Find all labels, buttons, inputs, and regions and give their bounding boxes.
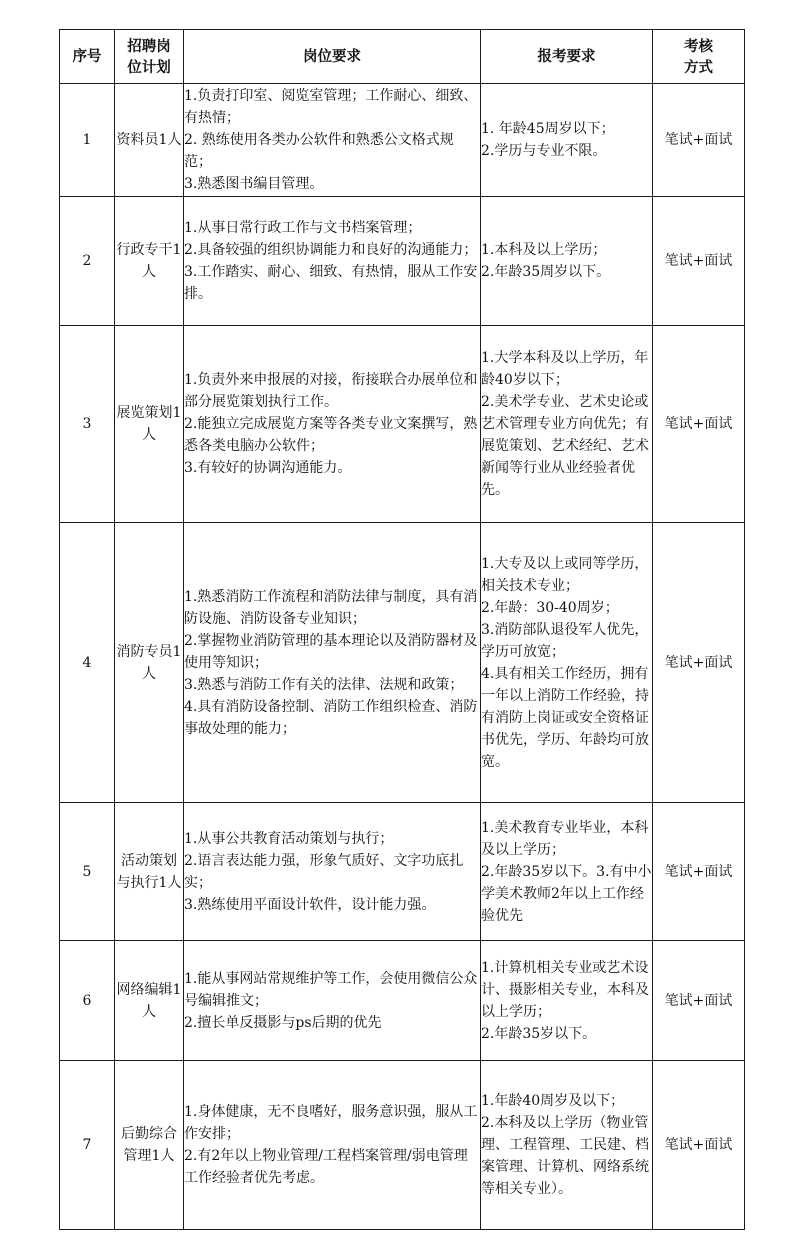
requirement-line: 1.能从事网站常规维护等工作，会使用微信公众号编辑推文；	[184, 970, 478, 1009]
table-row	[60, 803, 745, 941]
entry-line: 1.计算机相关专业或艺术设计、摄影相关专业，本科及以上学历；	[481, 959, 649, 1020]
entry-line: 3.消防部队退役军人优先，学历可放宽；	[481, 621, 649, 660]
row-number: 3	[60, 326, 115, 523]
position-cell: 资料员1人	[115, 84, 184, 197]
requirement-line: 3.熟悉与消防工作有关的法律、法规和政策；	[184, 676, 464, 693]
requirement-line: 2.能独立完成展览方案等各类专业文案撰写，熟悉各类电脑办公软件；	[184, 416, 478, 454]
requirement-line: 1.从事公共教育活动策划与执行；	[184, 830, 394, 847]
position-cell: 行政专干1人	[115, 197, 184, 326]
table-body	[60, 84, 745, 1230]
requirement-line: 2.语言表达能力强，形象气质好、文字功底扎实；	[184, 852, 464, 891]
exam-method-cell: 笔试+面试	[653, 803, 745, 941]
entry-requirements-cell	[481, 1061, 653, 1230]
requirement-line: 1.从事日常行政工作与文书档案管理；	[184, 220, 422, 236]
requirement-line: 3.有较好的协调沟通能力。	[184, 460, 352, 476]
table-row	[60, 523, 745, 803]
requirements-cell	[184, 1061, 481, 1230]
entry-line: 1.大专及以上或同等学历，相关技术专业；	[481, 555, 649, 594]
entry-line: 2.年龄35周岁以下。	[481, 264, 611, 280]
position-cell: 后勤综合管理1人	[115, 1061, 184, 1230]
table-header	[60, 30, 745, 84]
exam-method-cell: 笔试+面试	[653, 1061, 745, 1230]
entry-line: 2.年龄35岁以下。3.有中小学美术教师2年以上工作经验优先	[481, 863, 652, 924]
requirements-cell	[184, 84, 481, 197]
requirement-line: 1.负责打印室、阅览室管理；工作耐心、细致、有热情；	[184, 88, 478, 126]
requirement-line: 1.熟悉消防工作流程和消防法律与制度，具有消防设施、消防设备专业知识；	[184, 588, 478, 627]
requirement-line: 1.身体健康，无不良嗜好，服务意识强，服从工作安排；	[184, 1104, 478, 1142]
table-row	[60, 197, 745, 326]
table-row	[60, 941, 745, 1061]
entry-requirements-cell	[481, 523, 653, 803]
entry-line: 2.本科及以上学历（物业管理、工程管理、工民建、档案管理、计算机、网络系统等相关专业）。	[481, 1115, 649, 1197]
requirement-line: 3.熟悉图书编目管理。	[184, 176, 324, 192]
header-no: 序号	[60, 30, 115, 84]
header-entry-requirements: 报考要求	[481, 30, 653, 84]
entry-requirements-cell	[481, 84, 653, 197]
recruitment-table	[59, 29, 745, 1230]
entry-line: 2.学历与专业不限。	[481, 143, 607, 159]
requirement-line: 2.有2年以上物业管理/工程档案管理/弱电管理工作经验者优先考虑。	[184, 1148, 468, 1186]
exam-method-cell: 笔试+面试	[653, 523, 745, 803]
requirements-cell	[184, 197, 481, 326]
entry-line: 1.大学本科及以上学历，年龄40岁以下；	[481, 350, 649, 388]
row-number: 6	[60, 941, 115, 1061]
requirement-line: 1.负责外来申报展的对接，衔接联合办展单位和部分展览策划执行工作。	[184, 372, 478, 410]
requirements-cell	[184, 803, 481, 941]
entry-line: 4.具有相关工作经历，拥有一年以上消防工作经验，持有消防上岗证或安全资格证书优先，学历、年龄均可放宽。	[481, 665, 649, 770]
entry-requirements-cell	[481, 197, 653, 326]
requirements-cell	[184, 326, 481, 523]
entry-line: 2.年龄35岁以下。	[481, 1025, 597, 1042]
exam-method-cell: 笔试+面试	[653, 197, 745, 326]
exam-method-cell: 笔试+面试	[653, 941, 745, 1061]
entry-line: 2.年龄：30-40周岁；	[481, 599, 619, 616]
position-cell: 活动策划与执行1人	[115, 803, 184, 941]
requirements-cell	[184, 941, 481, 1061]
table-row	[60, 326, 745, 523]
entry-requirements-cell	[481, 326, 653, 523]
entry-line: 1.美术教育专业毕业，本科及以上学历；	[481, 819, 649, 858]
header-position: 招聘岗位计划	[115, 30, 184, 84]
table-row	[60, 1061, 745, 1230]
entry-line: 1. 年龄45周岁以下；	[481, 121, 615, 137]
entry-requirements-cell	[481, 803, 653, 941]
position-cell: 网络编辑1人	[115, 941, 184, 1061]
requirement-line: 2.擅长单反摄影与ps后期的优先	[184, 1014, 382, 1031]
row-number: 4	[60, 523, 115, 803]
requirement-line: 2.掌握物业消防管理的基本理论以及消防器材及使用等知识；	[184, 632, 478, 671]
exam-method-cell: 笔试+面试	[653, 326, 745, 523]
exam-method-cell: 笔试+面试	[653, 84, 745, 197]
header-requirements: 岗位要求	[184, 30, 481, 84]
table-row	[60, 84, 745, 197]
requirement-line: 3.熟练使用平面设计软件，设计能力强。	[184, 896, 436, 913]
position-cell: 消防专员1人	[115, 523, 184, 803]
requirements-cell	[184, 523, 481, 803]
requirement-line: 2.具备较强的组织协调能力和良好的沟通能力；	[184, 242, 478, 258]
position-cell: 展览策划1人	[115, 326, 184, 523]
header-exam-method: 考核方式	[653, 30, 745, 84]
requirement-line: 2. 熟练使用各类办公软件和熟悉公文格式规范；	[184, 132, 454, 170]
row-number: 5	[60, 803, 115, 941]
requirement-line: 3.工作踏实、耐心、细致、有热情，服从工作安排。	[184, 264, 478, 302]
entry-line: 2.美术学专业、艺术史论或艺术管理专业方向优先；有展览策划、艺术经纪、艺术新闻等行业从业经验者优先。	[481, 394, 649, 498]
entry-requirements-cell	[481, 941, 653, 1061]
header-row	[60, 30, 745, 84]
row-number: 2	[60, 197, 115, 326]
row-number: 7	[60, 1061, 115, 1230]
entry-line: 1.年龄40周岁及以下；	[481, 1093, 625, 1109]
requirement-line: 4.具有消防设备控制、消防工作组织检查、消防事故处理的能力；	[184, 698, 478, 737]
row-number: 1	[60, 84, 115, 197]
entry-line: 1.本科及以上学历；	[481, 242, 607, 258]
